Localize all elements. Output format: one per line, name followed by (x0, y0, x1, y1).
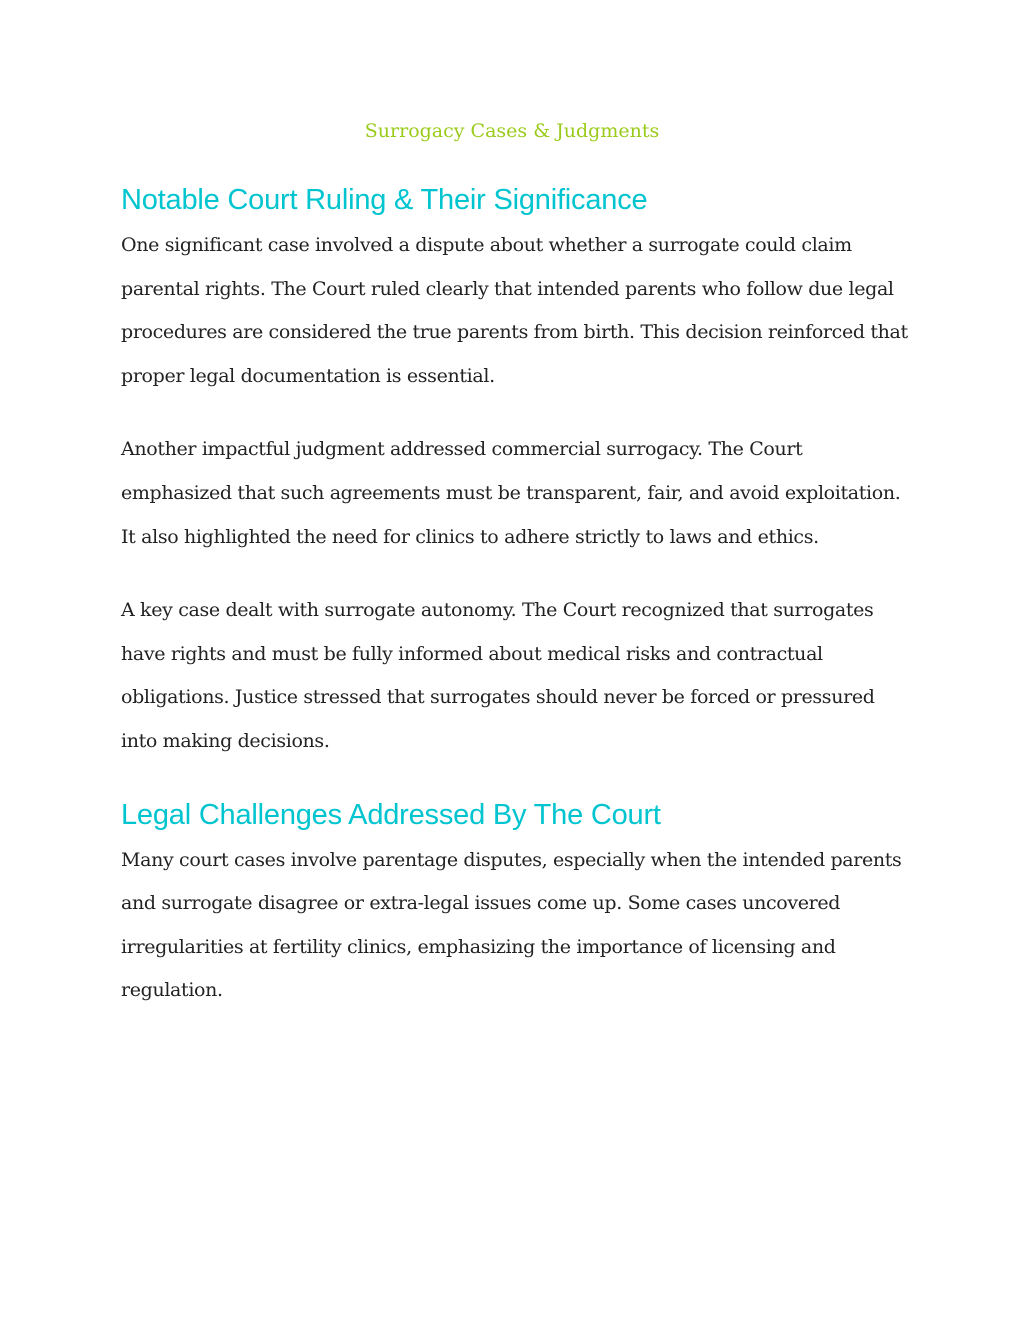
section-notable-court-ruling (121, 176, 911, 764)
section-heading: Notable Court Ruling & Their Significance (121, 184, 648, 216)
paragraph: A key case dealt with surrogate autonomy. The Court recognized that surrogates have rights and must be fully informed about medical risks and contractual obligations. Justice stressed that surrogates should never be forced or pressured into making decisions. (121, 599, 875, 752)
paragraph: Many court cases involve parentage disputes, especially when the intended parents and surrogate disagree or extra-legal issues come up. Some cases uncovered irregularities at fertility clinics, emphasizing the importance of licensing and regulation. (121, 848, 902, 1002)
section-heading: Legal Challenges Addressed By The Court (121, 798, 661, 831)
section-legal-challenges (121, 791, 911, 1013)
paragraph: One significant case involved a dispute about whether a surrogate could claim parental rights. The Court ruled clearly that intended parents who follow due legal procedures are considered the true parents from birth. This decision reinforced that proper legal documentation is essential. (121, 234, 908, 387)
paragraph: Another impactful judgment addressed commercial surrogacy. The Court emphasized that such agreements must be transparent, fair, and avoid exploitation. It also highlighted the need for clinics to adhere strictly to laws and ethics. (121, 438, 901, 548)
document-body (121, 176, 911, 1013)
document-title: Surrogacy Cases & Judgments (364, 120, 660, 142)
